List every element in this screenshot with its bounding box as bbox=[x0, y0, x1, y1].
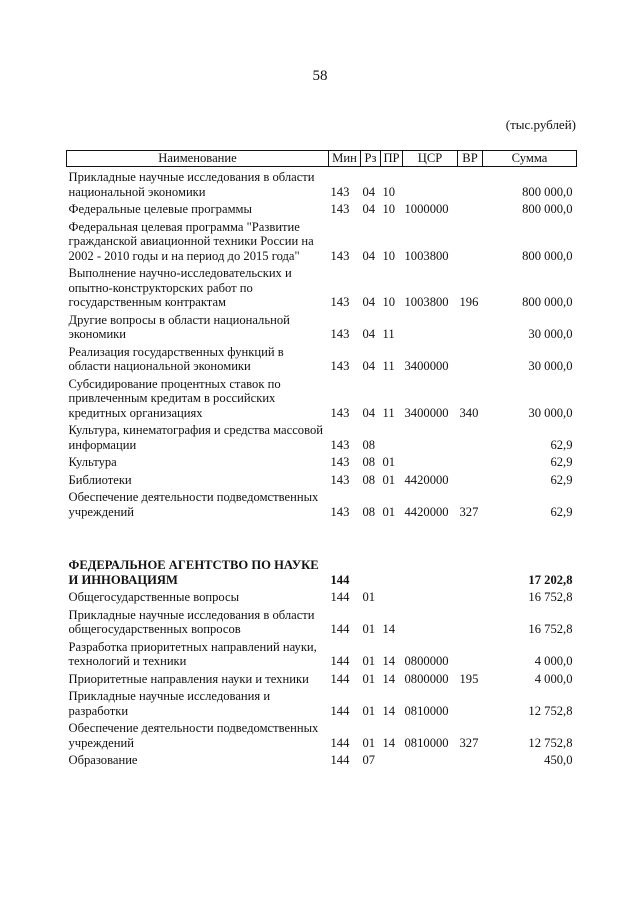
table-row bbox=[67, 669, 577, 687]
table-row bbox=[67, 310, 577, 342]
row-vr bbox=[458, 605, 483, 637]
row-pr: 11 bbox=[382, 359, 395, 373]
row-sum: 450,0 bbox=[544, 753, 573, 767]
table-row bbox=[67, 470, 577, 488]
row-rz: 04 bbox=[362, 327, 376, 341]
section-name: ФЕДЕРАЛЬНОЕ АГЕНТСТВО ПО НАУКЕ И ИННОВАЦИЯМ bbox=[68, 558, 319, 587]
table-row bbox=[67, 487, 577, 519]
budget-table bbox=[66, 150, 577, 768]
row-vr: 327 bbox=[459, 504, 479, 519]
row-vr bbox=[458, 452, 483, 470]
table-row bbox=[67, 605, 577, 637]
table-row bbox=[67, 167, 577, 200]
row-name: Культура bbox=[68, 455, 117, 469]
row-csr bbox=[403, 167, 458, 200]
row-sum: 12 752,8 bbox=[528, 703, 573, 718]
row-name: Обеспечение деятельности подведомственных учреждений bbox=[68, 490, 319, 519]
row-min: 144 bbox=[330, 753, 350, 767]
row-csr: 0800000 bbox=[404, 671, 449, 686]
row-rz: 04 bbox=[362, 202, 376, 216]
row-csr: 3400000 bbox=[404, 359, 449, 373]
row-vr bbox=[458, 167, 483, 200]
row-sum: 62,9 bbox=[550, 504, 573, 519]
section-header-row bbox=[67, 555, 577, 587]
row-pr: 14 bbox=[382, 703, 396, 718]
row-sum: 800 000,0 bbox=[522, 202, 573, 216]
row-pr: 14 bbox=[382, 654, 396, 668]
units-label: (тыс.рублей) bbox=[505, 117, 576, 132]
row-sum: 12 752,8 bbox=[528, 735, 573, 750]
table-header-row bbox=[67, 151, 577, 167]
row-name: Прикладные научные исследования в области общегосударственных вопросов bbox=[68, 607, 315, 636]
row-rz: 04 bbox=[362, 248, 376, 263]
column-header-csr: ЦСР bbox=[403, 151, 458, 167]
table-row bbox=[67, 374, 577, 421]
row-name: Другие вопросы в области национальной экономики bbox=[68, 312, 290, 341]
row-csr: 1003800 bbox=[404, 248, 449, 263]
row-min: 144 bbox=[330, 703, 350, 718]
row-csr: 0810000 bbox=[404, 735, 449, 750]
row-csr: 1000000 bbox=[404, 202, 449, 216]
row-rz: 01 bbox=[362, 671, 376, 686]
table-row bbox=[67, 420, 577, 452]
row-rz: 08 bbox=[362, 437, 376, 452]
row-vr: 340 bbox=[459, 405, 479, 420]
row-min: 144 bbox=[330, 654, 350, 668]
row-rz: 08 bbox=[362, 455, 376, 469]
table-body-ministry-144 bbox=[67, 587, 577, 768]
row-rz: 04 bbox=[362, 184, 376, 199]
row-vr bbox=[458, 342, 483, 374]
row-csr bbox=[403, 452, 458, 470]
row-min: 143 bbox=[330, 437, 350, 452]
row-min: 144 bbox=[330, 590, 350, 604]
row-sum: 30 000,0 bbox=[528, 359, 573, 373]
row-min: 143 bbox=[330, 202, 350, 216]
row-vr bbox=[458, 199, 483, 217]
table-row bbox=[67, 452, 577, 470]
row-pr: 01 bbox=[382, 504, 396, 519]
row-min: 143 bbox=[330, 248, 350, 263]
row-csr bbox=[403, 310, 458, 342]
row-sum: 30 000,0 bbox=[528, 405, 573, 420]
row-vr bbox=[458, 750, 483, 768]
row-rz: 07 bbox=[362, 753, 376, 767]
row-min: 144 bbox=[330, 671, 350, 686]
row-pr: 10 bbox=[382, 295, 396, 309]
section-sum: 17 202,8 bbox=[528, 572, 573, 587]
row-pr bbox=[381, 750, 403, 768]
row-rz: 08 bbox=[362, 504, 376, 519]
row-pr: 10 bbox=[382, 248, 396, 263]
row-pr: 11 bbox=[382, 327, 395, 341]
row-vr bbox=[458, 587, 483, 605]
section-spacer bbox=[67, 519, 577, 555]
row-name: Образование bbox=[68, 753, 138, 767]
row-sum: 4 000,0 bbox=[534, 671, 573, 686]
row-vr bbox=[458, 217, 483, 264]
table-row bbox=[67, 342, 577, 374]
row-csr: 0810000 bbox=[404, 703, 449, 718]
row-rz: 01 bbox=[362, 654, 376, 668]
row-csr: 4420000 bbox=[404, 472, 449, 487]
row-min: 143 bbox=[330, 295, 350, 309]
row-sum: 4 000,0 bbox=[534, 654, 573, 668]
row-rz: 01 bbox=[362, 590, 376, 604]
table-row bbox=[67, 686, 577, 718]
row-min: 143 bbox=[330, 455, 350, 469]
row-min: 144 bbox=[330, 735, 350, 750]
row-name: Разработка приоритетных направлений науки, технологий и техники bbox=[68, 639, 317, 668]
row-min: 143 bbox=[330, 405, 350, 420]
row-min: 143 bbox=[330, 472, 350, 487]
section-header-144 bbox=[67, 555, 577, 587]
row-vr bbox=[458, 310, 483, 342]
row-min: 143 bbox=[330, 184, 350, 199]
table-row bbox=[67, 263, 577, 310]
row-pr: 10 bbox=[382, 202, 396, 216]
table-row bbox=[67, 637, 577, 669]
row-csr: 3400000 bbox=[404, 405, 449, 420]
row-min: 143 bbox=[330, 327, 350, 341]
row-sum: 62,9 bbox=[550, 472, 573, 487]
row-pr bbox=[381, 587, 403, 605]
row-name: Федеральная целевая программа "Развитие гражданской авиационной техники России на 2002 - 2010 годы и на период до 2015 года" bbox=[68, 219, 314, 263]
row-csr: 4420000 bbox=[404, 504, 449, 519]
row-pr: 10 bbox=[382, 184, 396, 199]
row-name: Библиотеки bbox=[68, 472, 132, 487]
row-csr: 1003800 bbox=[404, 295, 449, 309]
row-csr bbox=[403, 587, 458, 605]
row-pr: 14 bbox=[382, 735, 396, 750]
row-csr bbox=[403, 605, 458, 637]
row-sum: 800 000,0 bbox=[522, 295, 573, 309]
column-header-sum: Сумма bbox=[483, 151, 577, 167]
row-pr: 01 bbox=[382, 455, 396, 469]
row-vr: 327 bbox=[459, 735, 479, 750]
table-body-ministry-143 bbox=[67, 167, 577, 520]
row-name: Прикладные научные исследования и разработки bbox=[68, 689, 271, 718]
row-rz: 08 bbox=[362, 472, 376, 487]
row-sum: 30 000,0 bbox=[528, 327, 573, 341]
row-vr bbox=[458, 420, 483, 452]
row-vr bbox=[458, 470, 483, 488]
row-pr bbox=[381, 420, 403, 452]
row-name: Реализация государственных функций в области национальной экономики bbox=[68, 344, 284, 373]
section-min: 144 bbox=[330, 572, 350, 587]
row-sum: 800 000,0 bbox=[522, 248, 573, 263]
column-header-name: Наименование bbox=[67, 151, 329, 167]
row-sum: 62,9 bbox=[550, 437, 573, 452]
row-rz: 04 bbox=[362, 359, 376, 373]
row-rz: 04 bbox=[362, 295, 376, 309]
row-vr: 196 bbox=[459, 295, 479, 309]
page-number: 58 bbox=[312, 68, 328, 84]
table-row bbox=[67, 750, 577, 768]
row-vr: 195 bbox=[459, 671, 479, 686]
row-name: Субсидирование процентных ставок по привлеченным кредитам в российских кредитных организациях bbox=[68, 376, 281, 420]
column-header-vr: ВР bbox=[458, 151, 483, 167]
table-row bbox=[67, 718, 577, 750]
column-header-min: Мин bbox=[329, 151, 361, 167]
row-csr: 0800000 bbox=[404, 654, 449, 668]
table-row bbox=[67, 217, 577, 264]
row-rz: 01 bbox=[362, 703, 376, 718]
row-pr: 14 bbox=[382, 622, 396, 636]
row-name: Культура, кинематография и средства массовой информации bbox=[68, 423, 323, 452]
row-min: 143 bbox=[330, 504, 350, 519]
row-name: Приоритетные направления науки и техники bbox=[68, 671, 309, 686]
row-pr: 11 bbox=[382, 405, 395, 420]
row-name: Прикладные научные исследования в области национальной экономики bbox=[68, 170, 315, 199]
row-rz: 01 bbox=[362, 735, 376, 750]
row-rz: 04 bbox=[362, 405, 376, 420]
row-name: Обеспечение деятельности подведомственных учреждений bbox=[68, 721, 319, 750]
row-sum: 16 752,8 bbox=[528, 590, 573, 604]
row-min: 144 bbox=[330, 622, 350, 636]
row-name: Общегосударственные вопросы bbox=[68, 590, 240, 604]
column-header-rz: Рз bbox=[361, 151, 381, 167]
row-vr bbox=[458, 686, 483, 718]
row-rz: 01 bbox=[362, 622, 376, 636]
row-pr: 01 bbox=[382, 472, 396, 487]
row-sum: 16 752,8 bbox=[528, 622, 573, 636]
row-min: 143 bbox=[330, 359, 350, 373]
row-name: Выполнение научно-исследовательских и опытно-конструкторских работ по государственным контрактам bbox=[68, 266, 292, 309]
row-vr bbox=[458, 637, 483, 669]
column-header-pr: ПР bbox=[381, 151, 403, 167]
row-sum: 800 000,0 bbox=[522, 184, 573, 199]
table-row bbox=[67, 199, 577, 217]
row-sum: 62,9 bbox=[550, 455, 573, 469]
row-csr bbox=[403, 420, 458, 452]
table-row bbox=[67, 587, 577, 605]
row-pr: 14 bbox=[382, 671, 396, 686]
row-name: Федеральные целевые программы bbox=[68, 202, 252, 216]
row-csr bbox=[403, 750, 458, 768]
